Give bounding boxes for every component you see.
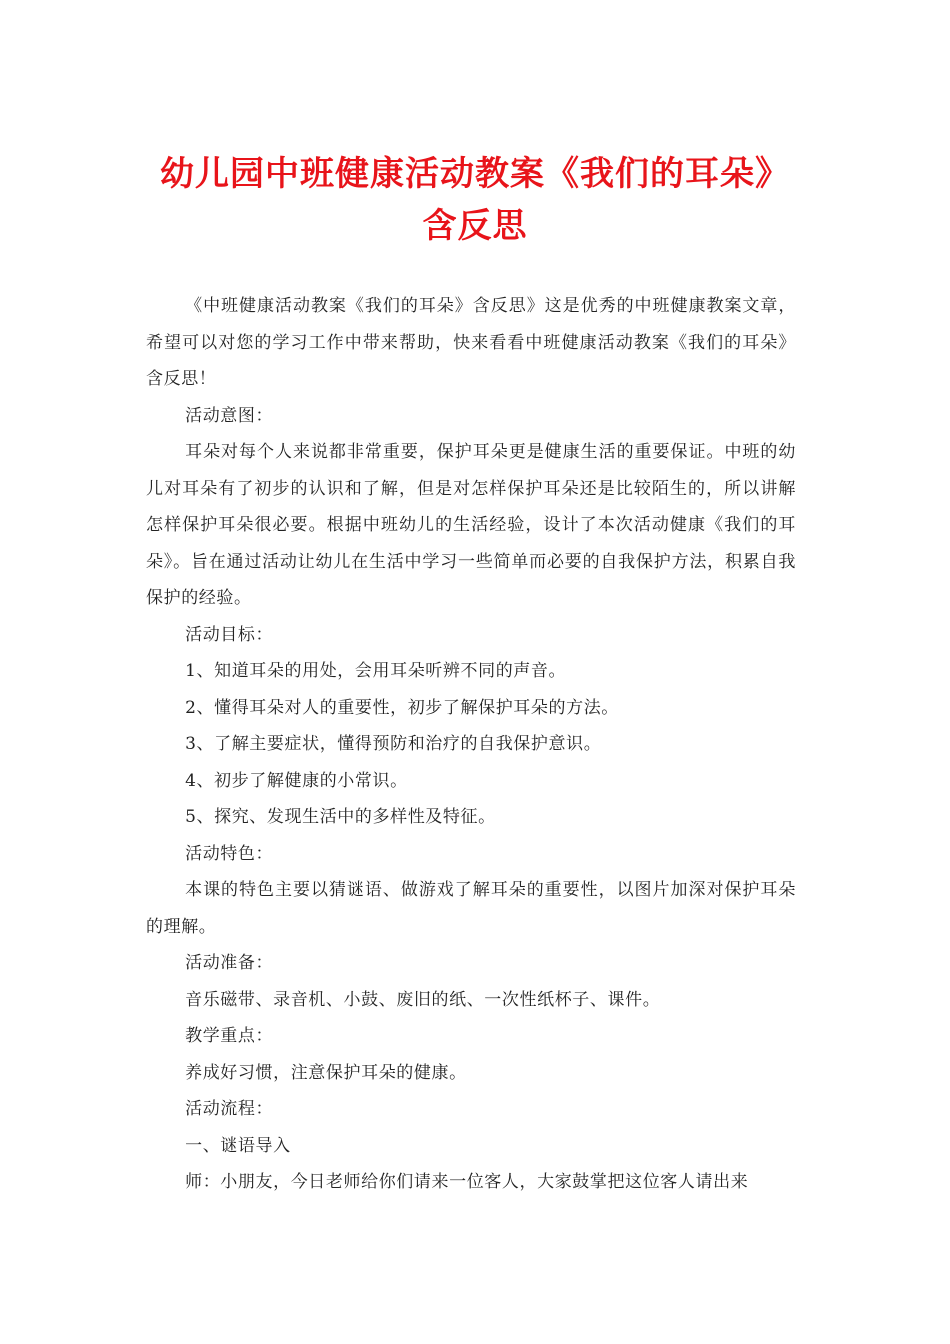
section-heading: 活动特色： [185,843,274,864]
body-paragraph: 音乐磁带、录音机、小鼓、废旧的纸、一次性纸杯子、课件。 [185,989,661,1010]
body-paragraph: 耳朵对每个人来说都非常重要，保护耳朵更是健康生活的重要保证。中班的幼儿对耳朵有了初步的认识和了解，但是对怎样保护耳朵还是比较陌生的，所以讲解怎样保护耳朵很必要。根据中班幼儿的生活经验，设计了本次活动健康《我们的耳朵》。旨在通过活动让幼儿在生活中学习一些简单而必要的自我保护方法，积累自我保护的经验。 [146,442,796,608]
section-heading: 教学重点： [185,1026,274,1046]
body-paragraph: 师：小朋友，今日老师给你们请来一位客人，大家鼓掌把这位客人请出来 [185,1172,749,1192]
section-heading: 活动准备： [185,953,274,973]
list-item: 1、知道耳朵的用处，会用耳朵听辨不同的声音。 [185,661,567,681]
intro-paragraph: 《中班健康活动教案《我们的耳朵》含反思》这是优秀的中班健康教案文章，希望可以对您的学习工作中带来帮助，快来看看中班健康活动教案《我们的耳朵》含反思！ [146,296,796,389]
list-item: 3、了解主要症状，懂得预防和治疗的自我保护意识。 [185,734,602,754]
subsection-heading: 一、谜语导入 [185,1135,291,1156]
section-heading: 活动流程： [185,1099,274,1119]
document-body [146,288,796,1201]
list-item: 4、初步了解健康的小常识。 [185,770,408,791]
section-heading: 活动意图： [185,405,274,426]
document-title: 幼儿园中班健康活动教案《我们的耳朵》含反思 [160,154,790,246]
section-heading: 活动目标： [185,624,274,645]
body-paragraph: 养成好习惯，注意保护耳朵的健康。 [185,1062,467,1083]
list-item: 5、探究、发现生活中的多样性及特征。 [185,807,496,827]
body-paragraph: 本课的特色主要以猜谜语、做游戏了解耳朵的重要性，以图片加深对保护耳朵的理解。 [146,880,796,937]
list-item: 2、懂得耳朵对人的重要性，初步了解保护耳朵的方法。 [185,697,619,718]
